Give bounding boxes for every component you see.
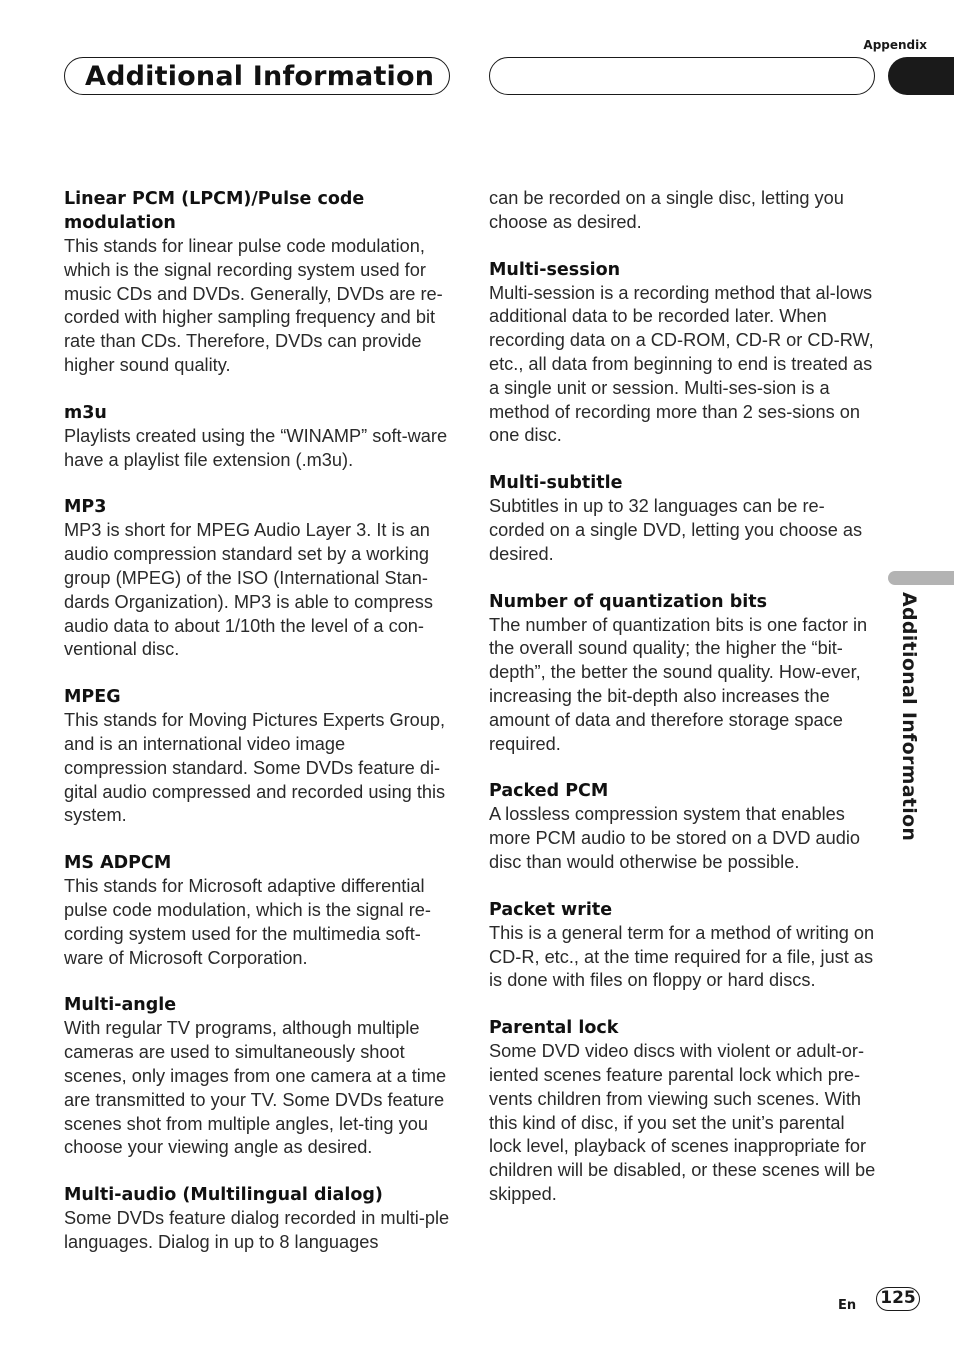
glossary-definition: With regular TV programs, although multiple cameras are used to simultaneously shoot scenes, only images from one camera at a time are transmitted to your TV. Some DVDs feature scenes shot from multiple angles, let-ting you choose your viewing angle as desired. (64, 1018, 447, 1158)
section-label: Appendix (863, 38, 927, 52)
glossary-entry (64, 401, 452, 473)
glossary-entry (489, 1016, 877, 1207)
chapter-tab-marker (888, 57, 954, 95)
glossary-entry (64, 993, 452, 1160)
glossary-entry (489, 258, 877, 449)
left-column (64, 187, 452, 1278)
glossary-term: Packet write (489, 899, 613, 920)
glossary-definition: Some DVDs feature dialog recorded in multi-ple languages. Dialog in up to 8 languages (64, 1208, 450, 1252)
glossary-term: Parental lock (489, 1018, 619, 1039)
glossary-definition: This stands for linear pulse code modulation, which is the signal recording system used for music CDs and DVDs. Generally, DVDs are re-corded with higher sampling frequency and bit rate than CDs. Therefore, DVDs can provide higher sound quality. (64, 236, 443, 375)
glossary-term: MP3 (64, 497, 107, 518)
glossary-term: MPEG (64, 687, 121, 708)
glossary-term: Packed PCM (489, 781, 609, 802)
glossary-definition: Playlists created using the “WINAMP” soft-ware have a playlist file extension (.m3u). (64, 425, 448, 470)
glossary-entry (489, 590, 877, 757)
glossary-term: Multi-angle (64, 995, 177, 1016)
glossary-entry (64, 495, 452, 662)
glossary-entry (489, 471, 877, 566)
glossary-definition: The number of quantization bits is one factor in the overall sound quality; the higher the “bit-depth”, the better the sound quality. How-ever, increasing the bit-depth also increases the amount of data and therefore storage space required. (489, 614, 868, 754)
glossary-entry (489, 898, 877, 993)
page-number: 125 (876, 1287, 920, 1311)
glossary-term: MS ADPCM (64, 853, 172, 874)
glossary-term: Number of quantization bits (489, 591, 768, 612)
right-column (489, 187, 877, 1230)
glossary-definition-continued: can be recorded on a single disc, letting you choose as desired. (489, 188, 844, 232)
header-right-banner (489, 57, 875, 95)
glossary-term: m3u (64, 402, 107, 423)
glossary-term: Multi-audio (Multilingual dialog) (64, 1185, 383, 1206)
page-title: Additional Information (85, 60, 435, 92)
glossary-term: Linear PCM (LPCM)/Pulse code modulation (64, 189, 365, 233)
glossary-entry (64, 851, 452, 970)
glossary-definition: MP3 is short for MPEG Audio Layer 3. It is an audio compression standard set by a working group (MPEG) of the ISO (International Stan-dards Organization). MP3 is able to compress audio data to about 1/10th the level of a con-ventional disc. (64, 520, 433, 660)
glossary-term: Multi-subtitle (489, 473, 623, 494)
glossary-definition: Multi-session is a recording method that al-lows additional data to be recorded later. When recording data on a CD-ROM, CD-R or CD-RW, etc., all data from beginning to end is treated as a single unit or session. Multi-ses-sion is a method of recording more than 2 ses-sions on one disc. (489, 282, 874, 446)
glossary-definition: Some DVD video discs with violent or adult-or-iented scenes feature parental lock which pre-vents children from viewing such scenes. With this kind of disc, if you set the unit’s parental lock level, playback of scenes inappropriate for children will be disabled, or these scenes will be skipped. (489, 1041, 876, 1204)
glossary-entry (64, 1183, 452, 1255)
glossary-definition: This is a general term for a method of writing on CD-R, etc., at the time required for a file, just as is done with files on floppy or hard discs. (489, 922, 875, 991)
glossary-definition: A lossless compression system that enables more PCM audio to be stored on a DVD audio disc than would otherwise be possible. (489, 804, 861, 872)
glossary-entry (489, 779, 877, 874)
page-title-banner (64, 57, 450, 95)
language-code: En (838, 1298, 857, 1313)
glossary-entry (64, 685, 452, 828)
glossary-term: Multi-session (489, 259, 621, 280)
glossary-definition: This stands for Microsoft adaptive differential pulse code modulation, which is the signal re-cording system used for the multimedia soft-ware of Microsoft Corporation. (64, 876, 431, 968)
side-tab-label: Additional Information (898, 592, 920, 842)
glossary-definition: Subtitles in up to 32 languages can be re-corded on a single DVD, letting you choose as desired. (489, 496, 863, 564)
side-tab-marker (888, 571, 954, 585)
glossary-definition: This stands for Moving Pictures Experts Group, and is an international video image compression standard. Some DVDs feature di-gital audio compressed and recorded using this system. (64, 710, 446, 826)
glossary-entry (64, 187, 452, 378)
